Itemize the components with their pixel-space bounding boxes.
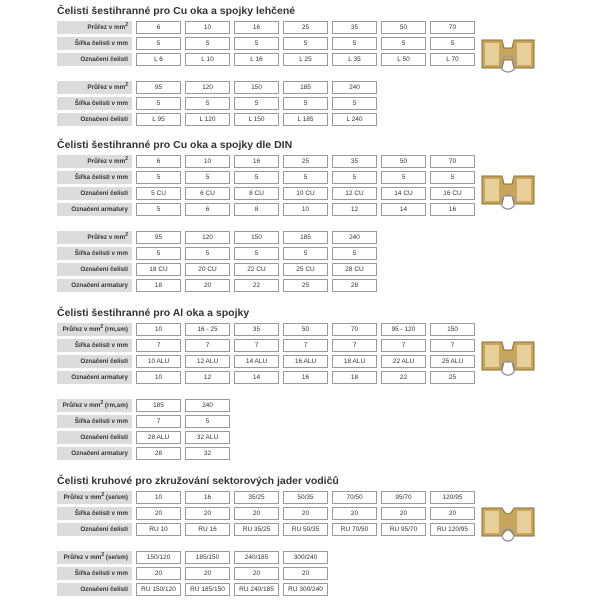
cell: 20 bbox=[234, 567, 279, 580]
cell: 240/185 bbox=[234, 551, 279, 564]
cell: 35 bbox=[332, 155, 377, 168]
cell: 12 bbox=[332, 203, 377, 216]
cell: 150 bbox=[234, 81, 279, 94]
label-cross-section: Průřez v mm bbox=[62, 402, 101, 409]
cell: 5 bbox=[332, 97, 377, 110]
cell: 120/95 bbox=[430, 491, 475, 504]
cell: 150 bbox=[234, 231, 279, 244]
cell: 5 bbox=[283, 97, 328, 110]
spec-table bbox=[53, 488, 479, 539]
cell: 7 bbox=[283, 339, 328, 352]
row-jaw-mark bbox=[57, 187, 475, 200]
row-jaw-width bbox=[57, 247, 377, 260]
label-jaw-width: Šířka čelisti v mm bbox=[57, 37, 132, 50]
label-jaw-width: Šířka čelisti v mm bbox=[57, 567, 132, 580]
section-title: Čelisti šestihranné pro Cu oka a spojky lehčené bbox=[57, 5, 296, 17]
cell: 5 bbox=[283, 171, 328, 184]
cell: RU 240/185 bbox=[234, 583, 279, 596]
cell: L 150 bbox=[234, 113, 279, 126]
label-cross-section: Průřez v mm bbox=[87, 84, 126, 91]
cell: 28 bbox=[136, 447, 181, 460]
cell: L 10 bbox=[185, 53, 230, 66]
row-jaw-mark bbox=[57, 431, 230, 444]
cell: 70/50 bbox=[332, 491, 377, 504]
label-cross-section: Průřez v mm bbox=[63, 554, 102, 561]
cell: RU 185/150 bbox=[185, 583, 230, 596]
label-jaw-mark: Označení čelisti bbox=[57, 523, 132, 536]
cell: 120 bbox=[185, 81, 230, 94]
cell: 50/35 bbox=[283, 491, 328, 504]
label-cross-section: Průřez v mm bbox=[87, 158, 126, 165]
cell: 18 bbox=[332, 371, 377, 384]
cell: 20 bbox=[283, 507, 328, 520]
cell: 20 bbox=[136, 507, 181, 520]
cell: 5 bbox=[283, 37, 328, 50]
cell: 70 bbox=[332, 323, 377, 336]
cell: 95 bbox=[136, 81, 181, 94]
cell: 5 bbox=[234, 97, 279, 110]
cell: RU 150/120 bbox=[136, 583, 181, 596]
label-jaw-mark: Označení čelisti bbox=[57, 355, 132, 368]
label-jaw-width: Šířka čelisti v mm bbox=[57, 247, 132, 260]
cell: 16 bbox=[283, 371, 328, 384]
row-jaw-width bbox=[57, 415, 230, 428]
label-jaw-width: Šířka čelisti v mm bbox=[57, 97, 132, 110]
row-jaw-mark bbox=[57, 263, 377, 276]
cell: 18 CU bbox=[136, 263, 181, 276]
cell: 20 bbox=[283, 567, 328, 580]
cell: 120 bbox=[185, 231, 230, 244]
cell: 25 bbox=[283, 155, 328, 168]
cell: 185 bbox=[283, 81, 328, 94]
row-jaw-mark bbox=[57, 523, 475, 536]
cell: 25 CU bbox=[283, 263, 328, 276]
cell: 16 ALU bbox=[283, 355, 328, 368]
cell: 12 CU bbox=[332, 187, 377, 200]
row-cross-section: Průřez v $mm^2$ (se/sm) 150/120 185/150 240/185 300/240 bbox=[57, 551, 328, 564]
row-jaw-width bbox=[57, 37, 475, 50]
spec-table bbox=[53, 18, 479, 69]
cell: L 95 bbox=[136, 113, 181, 126]
cell: 20 bbox=[234, 507, 279, 520]
cell: 10 bbox=[283, 203, 328, 216]
cell: 6 bbox=[136, 155, 181, 168]
cell: 22 ALU bbox=[381, 355, 426, 368]
cell: 240 bbox=[185, 399, 230, 412]
cell: 5 CU bbox=[136, 187, 181, 200]
cell: L 240 bbox=[332, 113, 377, 126]
cell: 14 bbox=[381, 203, 426, 216]
cell: 10 bbox=[136, 371, 181, 384]
cell: 14 bbox=[234, 371, 279, 384]
row-jaw-width bbox=[57, 97, 377, 110]
cell: L 16 bbox=[234, 53, 279, 66]
label-jaw-width: Šířka čelisti v mm bbox=[57, 339, 132, 352]
cell: 14 ALU bbox=[234, 355, 279, 368]
label-jaw-mark: Označení čelisti bbox=[57, 53, 132, 66]
cell: RU 120/95 bbox=[430, 523, 475, 536]
cell: 10 CU bbox=[283, 187, 328, 200]
cell: 14 CU bbox=[381, 187, 426, 200]
cell: L 70 bbox=[430, 53, 475, 66]
cell: 28 ALU bbox=[136, 431, 181, 444]
cell: 8 bbox=[234, 203, 279, 216]
cell: 22 bbox=[381, 371, 426, 384]
cell: 5 bbox=[136, 171, 181, 184]
cell: 8 CU bbox=[234, 187, 279, 200]
cell: 5 bbox=[185, 415, 230, 428]
cell: 16 CU bbox=[430, 187, 475, 200]
cell: 10 bbox=[136, 491, 181, 504]
cell: 25 bbox=[430, 371, 475, 384]
row-fitting-mark bbox=[57, 279, 377, 292]
row-jaw-mark bbox=[57, 355, 475, 368]
cell: 5 bbox=[283, 247, 328, 260]
cell: 5 bbox=[381, 37, 426, 50]
cell: 16 - 25 bbox=[185, 323, 230, 336]
row-cross-section: Průřez v $mm^2$ (se/sm) 10 16 35/25 50/35 70/50 95/70 120/95 bbox=[57, 491, 475, 504]
cell: 7 bbox=[234, 339, 279, 352]
row-jaw-width bbox=[57, 507, 475, 520]
section-title: Čelisti šestihranné pro Al oka a spojky bbox=[57, 307, 250, 319]
crimping-jaw-icon bbox=[480, 170, 536, 210]
cell: 50 bbox=[283, 323, 328, 336]
cell: RU 16 bbox=[185, 523, 230, 536]
cell: 5 bbox=[234, 37, 279, 50]
cell: 5 bbox=[332, 37, 377, 50]
label-jaw-mark: Označení čelisti bbox=[57, 113, 132, 126]
cell: 70 bbox=[430, 21, 475, 34]
cell: 35 bbox=[234, 323, 279, 336]
cell: 35/25 bbox=[234, 491, 279, 504]
spec-table bbox=[53, 228, 381, 295]
spec-table bbox=[53, 320, 479, 387]
cell: 5 bbox=[332, 247, 377, 260]
cell: 16 bbox=[234, 21, 279, 34]
cell: 95 - 120 bbox=[381, 323, 426, 336]
cell: RU 10 bbox=[136, 523, 181, 536]
cell: 300/240 bbox=[283, 551, 328, 564]
cell: 5 bbox=[136, 203, 181, 216]
cell: 7 bbox=[381, 339, 426, 352]
cell: 50 bbox=[381, 155, 426, 168]
label-fitting-mark: Označení armatury bbox=[57, 447, 132, 460]
cell: 20 bbox=[332, 507, 377, 520]
cell: 185 bbox=[136, 399, 181, 412]
cell: 18 ALU bbox=[332, 355, 377, 368]
cell: 7 bbox=[136, 415, 181, 428]
cell: 240 bbox=[332, 81, 377, 94]
cell: 7 bbox=[185, 339, 230, 352]
row-cross-section: Průřez v $mm^2$ 6 10 16 25 35 50 70 bbox=[57, 21, 475, 34]
label-jaw-mark: Označení čelisti bbox=[57, 187, 132, 200]
cell: 240 bbox=[332, 231, 377, 244]
cell: 7 bbox=[136, 339, 181, 352]
row-jaw-width bbox=[57, 171, 475, 184]
cell: 5 bbox=[185, 97, 230, 110]
cell: 25 ALU bbox=[430, 355, 475, 368]
cell: 16 bbox=[234, 155, 279, 168]
section-cu-din bbox=[57, 138, 597, 295]
cell: 5 bbox=[185, 37, 230, 50]
cell: 5 bbox=[332, 171, 377, 184]
cell: 5 bbox=[430, 171, 475, 184]
row-jaw-mark bbox=[57, 53, 475, 66]
label-cross-section: Průřez v mm bbox=[63, 494, 102, 501]
cell: 20 bbox=[136, 567, 181, 580]
cell: 95 bbox=[136, 231, 181, 244]
cell: 150/120 bbox=[136, 551, 181, 564]
row-fitting-mark bbox=[57, 371, 475, 384]
label-fitting-mark: Označení armatury bbox=[57, 203, 132, 216]
label-jaw-width: Šířka čelisti v mm bbox=[57, 415, 132, 428]
cell: 10 bbox=[185, 155, 230, 168]
cell: 5 bbox=[136, 247, 181, 260]
cell: 5 bbox=[430, 37, 475, 50]
cell: 50 bbox=[381, 21, 426, 34]
cell: 185 bbox=[283, 231, 328, 244]
cell: 10 ALU bbox=[136, 355, 181, 368]
row-fitting-mark bbox=[57, 203, 475, 216]
cell: L 185 bbox=[283, 113, 328, 126]
cell: 10 bbox=[136, 323, 181, 336]
cell: 25 bbox=[283, 279, 328, 292]
cell: 20 bbox=[430, 507, 475, 520]
cell: 185/150 bbox=[185, 551, 230, 564]
cell: 5 bbox=[234, 247, 279, 260]
cell: 7 bbox=[430, 339, 475, 352]
section-title: Čelisti šestihranné pro Cu oka a spojky dle DIN bbox=[57, 139, 293, 151]
cell: L 6 bbox=[136, 53, 181, 66]
label-jaw-width: Šířka čelisti v mm bbox=[57, 171, 132, 184]
cell: 6 CU bbox=[185, 187, 230, 200]
row-cross-section: Průřez v $mm^2$ 6 10 16 25 35 50 70 bbox=[57, 155, 475, 168]
cell: L 50 bbox=[381, 53, 426, 66]
cell: L 120 bbox=[185, 113, 230, 126]
label-jaw-width: Šířka čelisti v mm bbox=[57, 507, 132, 520]
cell: L 25 bbox=[283, 53, 328, 66]
spec-table bbox=[53, 152, 479, 219]
crimping-jaw-icon bbox=[480, 336, 536, 376]
cell: 5 bbox=[136, 97, 181, 110]
spec-table bbox=[53, 78, 381, 129]
cell: 5 bbox=[234, 171, 279, 184]
label-cross-section: Průřez v mm bbox=[62, 326, 101, 333]
label-jaw-mark: Označení čelisti bbox=[57, 431, 132, 444]
cell: 16 bbox=[185, 491, 230, 504]
cell: 20 CU bbox=[185, 263, 230, 276]
cell: 70 bbox=[430, 155, 475, 168]
spec-table bbox=[53, 396, 234, 463]
row-cross-section: Průřez v $mm^2$ (rm,sm) 10 16 - 25 35 50 70 95 - 120 150 bbox=[57, 323, 475, 336]
cell: 22 bbox=[234, 279, 279, 292]
cell: 20 bbox=[185, 507, 230, 520]
spec-table bbox=[53, 548, 332, 599]
cell: 6 bbox=[136, 21, 181, 34]
label-jaw-mark: Označení čelisti bbox=[57, 583, 132, 596]
row-jaw-width bbox=[57, 567, 328, 580]
crimping-jaw-icon bbox=[480, 34, 536, 74]
label-fitting-mark: Označení armatury bbox=[57, 279, 132, 292]
cell: 7 bbox=[332, 339, 377, 352]
cell: 5 bbox=[136, 37, 181, 50]
cell: 35 bbox=[332, 21, 377, 34]
cell: RU 70/50 bbox=[332, 523, 377, 536]
cell: L 35 bbox=[332, 53, 377, 66]
row-cross-section: Průřez v $mm^2$ 95 120 150 185 240 bbox=[57, 81, 377, 94]
label-cross-section: Průřez v mm bbox=[87, 24, 126, 31]
section-title: Čelisti kruhové pro zkružování sektorových jader vodičů bbox=[57, 475, 339, 487]
cell: RU 50/35 bbox=[283, 523, 328, 536]
row-cross-section: Průřez v $mm^2$ (rm,sm) 185 240 bbox=[57, 399, 230, 412]
cell: 6 bbox=[185, 203, 230, 216]
cell: RU 95/70 bbox=[381, 523, 426, 536]
cell: 95/70 bbox=[381, 491, 426, 504]
cell: 28 CU bbox=[332, 263, 377, 276]
cell: 28 bbox=[332, 279, 377, 292]
label-fitting-mark: Označení armatury bbox=[57, 371, 132, 384]
cell: 32 ALU bbox=[185, 431, 230, 444]
cell: 12 bbox=[185, 371, 230, 384]
row-jaw-width bbox=[57, 339, 475, 352]
cell: 32 bbox=[185, 447, 230, 460]
cell: 20 bbox=[185, 279, 230, 292]
row-cross-section: Průřez v $mm^2$ 95 120 150 185 240 bbox=[57, 231, 377, 244]
cell: 5 bbox=[185, 247, 230, 260]
label-jaw-mark: Označení čelisti bbox=[57, 263, 132, 276]
cell: 12 ALU bbox=[185, 355, 230, 368]
cell: RU 35/25 bbox=[234, 523, 279, 536]
cell: 16 bbox=[430, 203, 475, 216]
cell: 25 bbox=[283, 21, 328, 34]
cell: 150 bbox=[430, 323, 475, 336]
cell: 22 CU bbox=[234, 263, 279, 276]
cell: 18 bbox=[136, 279, 181, 292]
section-al bbox=[57, 306, 597, 463]
cell: 10 bbox=[185, 21, 230, 34]
cell: RU 300/240 bbox=[283, 583, 328, 596]
cell: 5 bbox=[381, 171, 426, 184]
cell: 20 bbox=[381, 507, 426, 520]
crimping-jaw-icon bbox=[480, 502, 536, 542]
row-jaw-mark bbox=[57, 113, 377, 126]
cell: 20 bbox=[185, 567, 230, 580]
row-fitting-mark bbox=[57, 447, 230, 460]
row-jaw-mark bbox=[57, 583, 328, 596]
label-cross-section: Průřez v mm bbox=[87, 234, 126, 241]
cell: 5 bbox=[185, 171, 230, 184]
